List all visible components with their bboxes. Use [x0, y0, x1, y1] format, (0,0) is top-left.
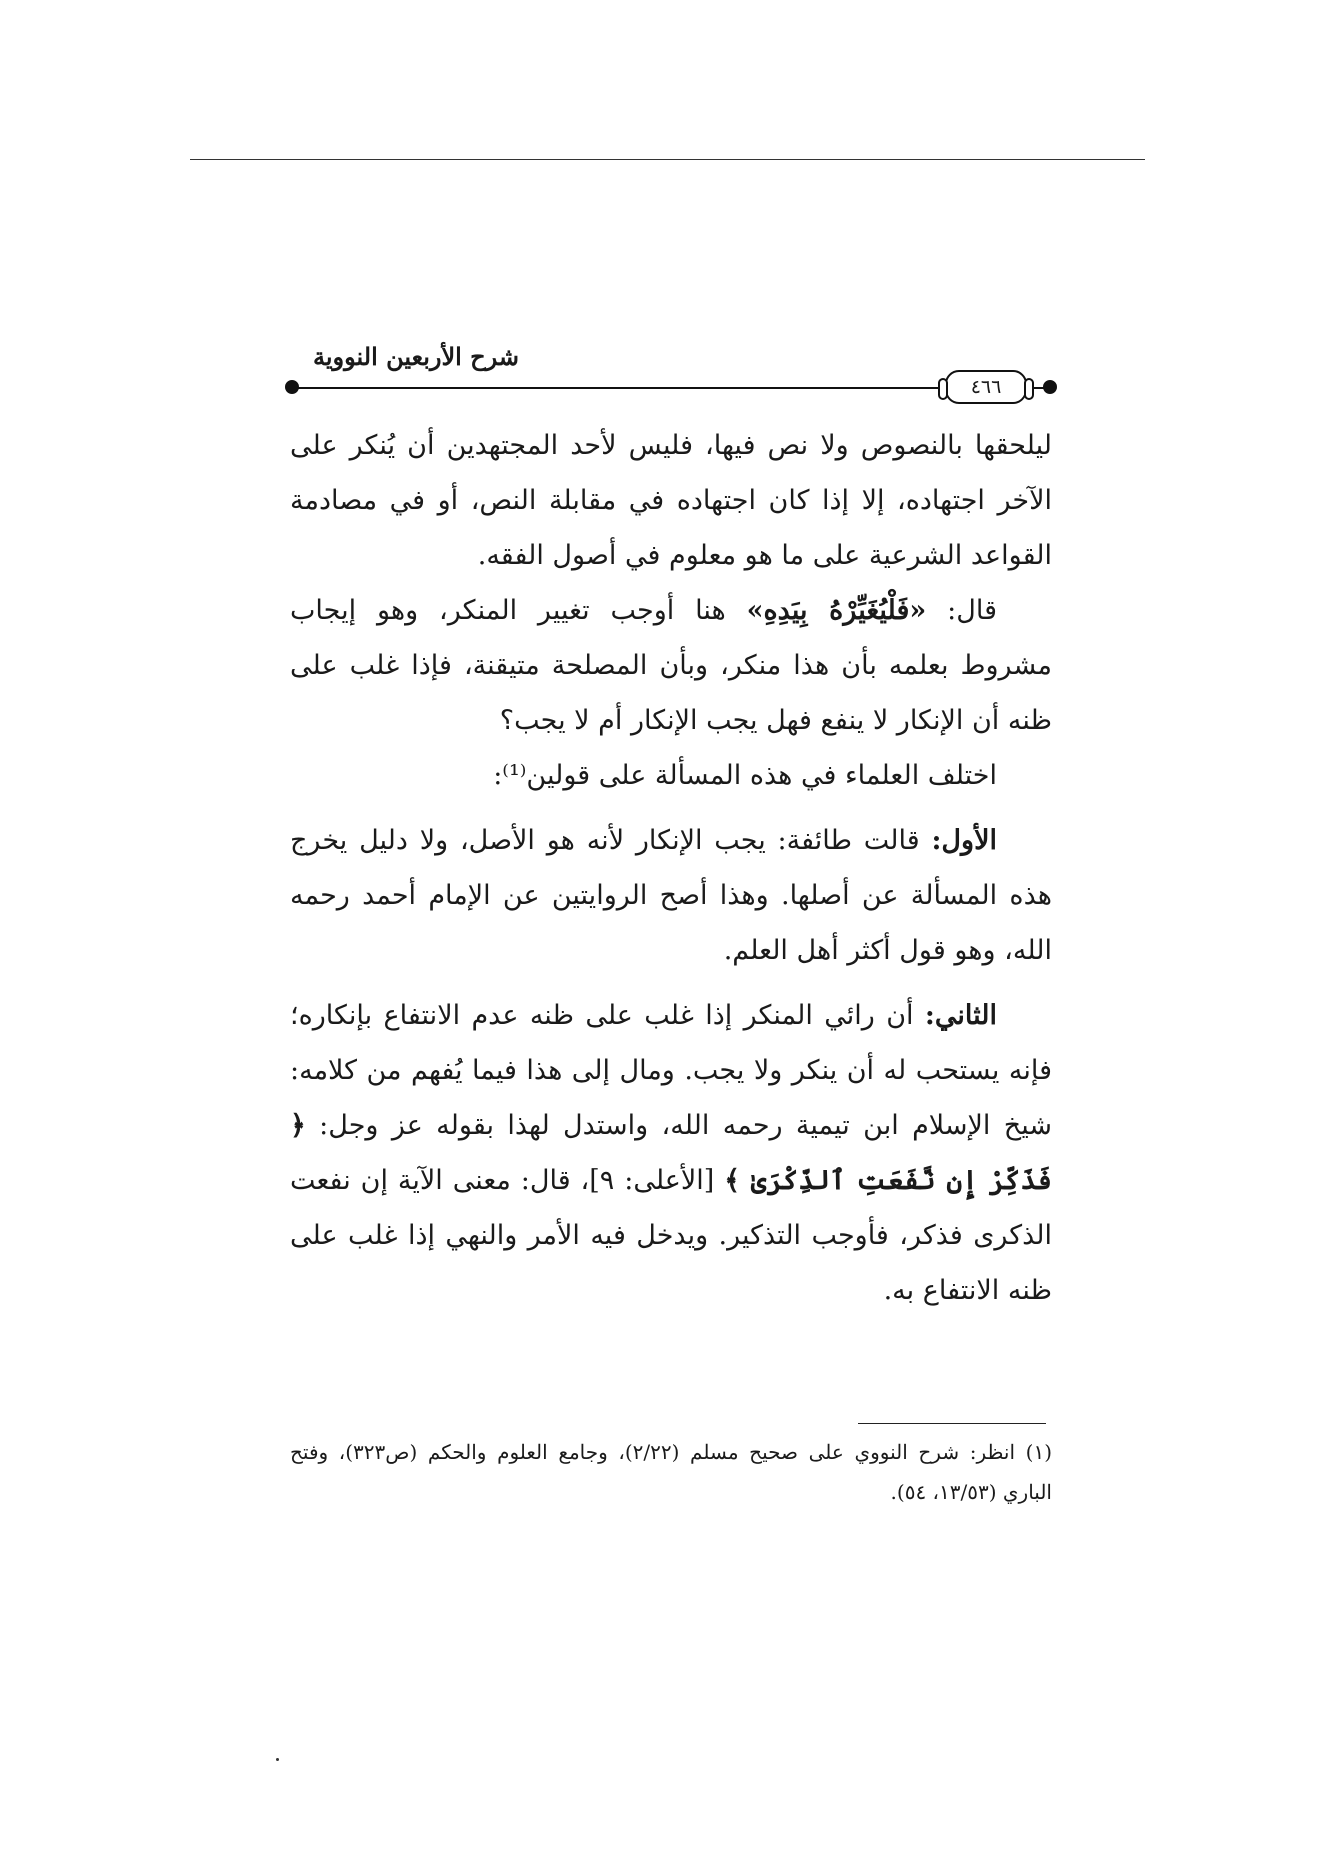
paragraph-4 — [290, 813, 1052, 978]
paragraph-2-intro: قال: — [926, 595, 997, 626]
stray-dot — [276, 1758, 279, 1761]
paragraph-1: ليلحقها بالنصوص ولا نص فيها، فليس لأحد المجتهدين أن يُنكر على الآخر اجتهاده، إلا إذا كان اجتهاده في مقابلة النص، أو في مصادمة القواعد الشرعية على ما هو معلوم في أصول الفقه. — [290, 430, 1052, 571]
footnote-rule — [858, 1423, 1046, 1424]
page-number-badge — [945, 370, 1027, 404]
header-dot-left — [285, 380, 299, 394]
header-dot-right — [1043, 380, 1057, 394]
page-header — [285, 340, 1057, 400]
book-title: شرح الأربعين النووية — [313, 342, 520, 371]
second-opinion-text-cont: [الأعلى: ٩]، قال: معنى الآية إن نفعت الذكرى فذكر، فأوجب التذكير. ويدخل فيه الأمر والنهي إذا غلب على ظنه الانتفاع به. — [290, 1165, 1052, 1306]
first-opinion-label: الأول: — [931, 825, 997, 856]
paragraph-3: اختلف العلماء في هذه المسألة على قولين⁽¹⁾: — [493, 760, 997, 791]
paragraph-5 — [290, 988, 1052, 1318]
top-rule — [190, 159, 1145, 160]
paragraph-2 — [290, 583, 1052, 748]
second-opinion-label: الثاني: — [924, 1000, 997, 1031]
quran-verse: ﴿ فَذَكِّرْ إِن نَّفَعَتِ ٱلذِّكْرَىٰ ﴾ — [290, 1110, 1052, 1196]
page-number: ٤٦٦ — [970, 376, 1002, 398]
footnote: (١) انظر: شرح النووي على صحيح مسلم (٢/٢٢)، وجامع العلوم والحكم (ص٣٢٣)، وفتح الباري (١٣/٥٣، ٥٤). — [290, 1440, 1052, 1504]
header-line — [293, 387, 1049, 389]
first-opinion-text: قالت طائفة: يجب الإنكار لأنه هو الأصل، ولا دليل يخرج هذه المسألة عن أصلها. وهذا أصح الروايتين عن الإمام أحمد رحمه الله، وهو قول أكثر أهل العلم. — [290, 825, 1052, 966]
paragraph-2-text: هنا أوجب تغيير المنكر، وهو إيجاب مشروط بعلمه بأن هذا منكر، وبأن المصلحة متيقنة، فإذا غلب على ظنه أن الإنكار لا ينفع فهل يجب الإنكار أم لا يجب؟ — [290, 595, 1052, 736]
main-text — [290, 418, 1052, 1318]
second-opinion-text: أن رائي المنكر إذا غلب على ظنه عدم الانتفاع بإنكاره؛ فإنه يستحب له أن ينكر ولا يجب. ومال إلى هذا فيما يُفهم من كلامه: شيخ الإسلام ابن تيمية رحمه الله، واستدل لهذا بقوله عز وجل: — [290, 1000, 1052, 1141]
hadith-quote: «فَلْيُغَيِّرْهُ بِيَدِهِ» — [746, 595, 927, 626]
